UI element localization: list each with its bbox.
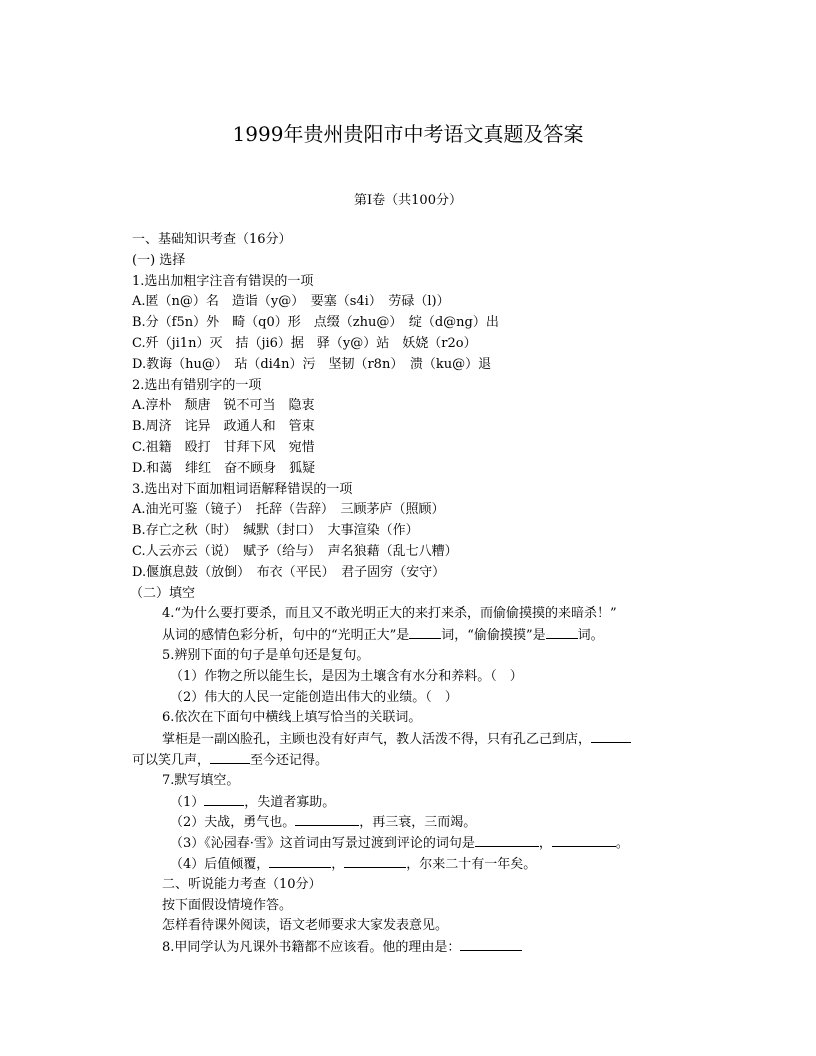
question-5: 5.辨别下面的句子是单句还是复句。 [162, 647, 370, 663]
item-text: （2）夫战，勇气也。 [170, 815, 296, 831]
answer-blank[interactable] [344, 854, 406, 868]
option-2a: A.淳朴 颓唐 锐不可当 隐衷 [132, 398, 315, 414]
question-4-text-c: 词。 [577, 628, 604, 644]
item-text: 。 [615, 836, 629, 852]
answer-blank[interactable] [295, 812, 359, 826]
answer-blank[interactable] [269, 854, 331, 868]
question-2: 2.选出有错别字的一项 [132, 377, 262, 393]
answer-blank[interactable] [475, 833, 539, 847]
question-6: 6.依次在下面句中横线上填写恰当的关联词。 [162, 710, 422, 726]
item-text: （3）《沁园春·雪》这首词由写景过渡到评论的词句是 [170, 836, 475, 852]
option-1d: D.教诲（hu@） 玷（di4n）污 坚韧（r8n） 溃（ku@）退 [132, 356, 492, 372]
question-7-item-2 [132, 812, 732, 833]
question-6-text-b: 至今还记得。 [250, 752, 329, 768]
answer-blank[interactable] [552, 833, 616, 847]
scenario: 怎样看待课外阅读，语文老师要求大家发表意见。 [162, 918, 449, 934]
question-5-item-2: （2）伟大的人民一定能创造出伟大的业绩。（ ） [170, 689, 458, 705]
item-text: （4）后值倾覆， [170, 856, 270, 872]
question-6-text-a: 可以笑几声， [132, 752, 211, 768]
section-subtitle: 第Ⅰ卷（共100分） [354, 193, 462, 208]
item-text: ，尔来二十有一年矣。 [406, 856, 537, 872]
answer-blank[interactable] [210, 750, 250, 764]
section-heading-2: 二、听说能力考查（10分） [162, 876, 322, 892]
question-4-prompt [132, 625, 732, 646]
answer-blank[interactable] [409, 625, 441, 639]
answer-blank[interactable] [460, 937, 522, 951]
section-heading: 一、基础知识考查（16分） [132, 232, 292, 247]
question-6-passage [132, 729, 732, 750]
question-7: 7.默写填空。 [162, 772, 240, 788]
question-4-text-a: 从词的感情色彩分析，句中的“光明正大”是 [162, 628, 410, 644]
option-3c: C.人云亦云（说） 赋予（给与） 声名狼藉（乱七八糟） [132, 543, 458, 559]
question-3: 3.选出对下面加粗词语解释错误的一项 [132, 481, 353, 497]
item-label: （1） [170, 794, 205, 810]
question-6-passage-cont [132, 750, 732, 771]
subsection-heading: (一) 选择 [132, 252, 186, 268]
question-7-item-3 [132, 833, 732, 854]
document-title: 1999年贵州贵阳市中考语文真题及答案 [232, 122, 584, 146]
answer-blank[interactable] [591, 729, 631, 743]
question-7-item-1 [132, 792, 732, 813]
answer-blank[interactable] [546, 625, 578, 639]
question-1: 1.选出加粗字注音有错误的一项 [132, 273, 314, 289]
option-2c: C.祖籍 殴打 甘拜下风 宛惜 [132, 439, 315, 455]
question-4-text-b: 词，“偷偷摸摸”是 [441, 628, 546, 644]
question-6-passage-text: 掌柜是一副凶脸孔，主顾也没有好声气，教人活泼不得，只有孔乙己到店， [162, 732, 592, 748]
item-text: ，再三衰，三而竭。 [359, 815, 477, 831]
answer-blank[interactable] [204, 792, 244, 806]
item-text: ， [331, 856, 345, 872]
item-text: ， [538, 836, 552, 852]
document-body [132, 230, 732, 958]
option-2b: B.周济 诧异 政通人和 管束 [132, 419, 315, 435]
question-7-item-4 [132, 854, 732, 875]
item-text: ，失道者寡助。 [244, 794, 336, 810]
option-3a: A.油光可鉴（镜子） 托辞（告辞） 三顾茅庐（照顾） [132, 502, 445, 518]
question-8-text: 8.甲同学认为凡课外书籍都不应该看。他的理由是： [162, 940, 461, 956]
option-2d: D.和蔼 绯红 奋不顾身 狐疑 [132, 460, 316, 476]
instruction: 按下面假设情境作答。 [162, 897, 293, 913]
option-1c: C.歼（ji1n）灭 拮（ji6）据 驿（y@）站 妖娆（r2o） [132, 335, 477, 351]
question-5-item-1: （1）作物之所以能生长，是因为土壤含有水分和养料。（ ） [170, 668, 523, 684]
subsection-heading-fill: （二）填空 [130, 585, 196, 601]
option-1b: B.分（f5n）外 畸（q0）形 点缀（zhu@） 绽（d@ng）出 [132, 315, 499, 331]
question-8 [132, 937, 732, 958]
question-4: 4.“为什么要打要杀，而且又不敢光明正大的来打来杀，而偷偷摸摸的来暗杀！” [162, 606, 617, 622]
option-1a: A.匿（n@）名 造诣（y@） 要塞（s4i） 劳碌（l)） [132, 294, 450, 310]
option-3b: B.存亡之秋（时） 缄默（封口） 大事渲染（作） [132, 523, 419, 539]
option-3d: D.偃旗息鼓（放倒） 布衣（平民） 君子固穷（安守） [132, 564, 446, 580]
